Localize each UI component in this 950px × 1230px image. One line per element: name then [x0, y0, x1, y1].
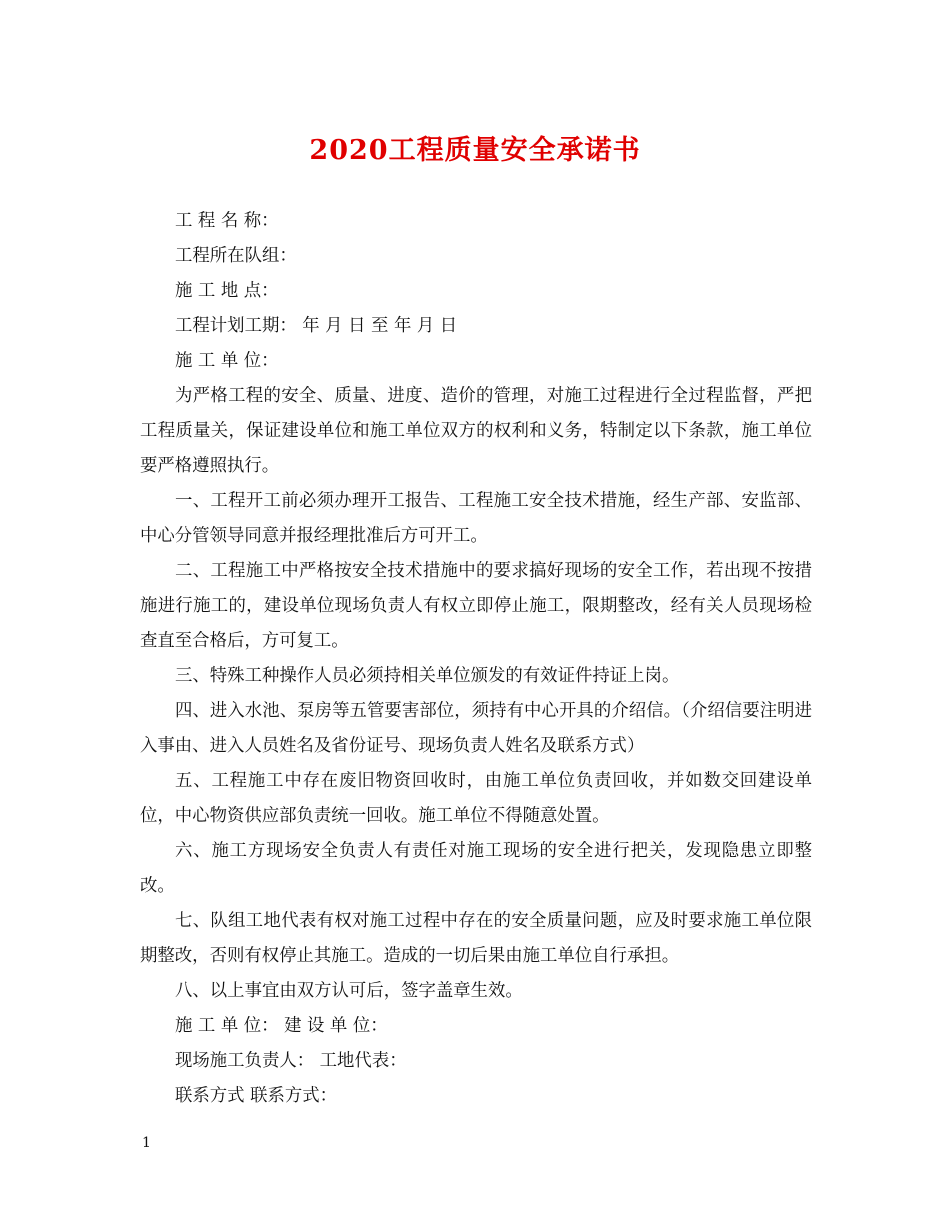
paragraph-intro: 为严格工程的安全、质量、进度、造价的管理，对施工过程进行全过程监督，严把工程质量关，保证建设单位和施工单位双方的权利和义务，特制定以下条款，施工单位要严格遵照执行。: [140, 386, 812, 476]
paragraph-clause-4: 四、进入水池、泵房等五管要害部位，须持有中心开具的介绍信。（介绍信要注明进入事由、进入人员姓名及省份证号、现场负责人姓名及联系方式）: [140, 701, 812, 756]
signature-contact: 联系方式 联系方式：: [175, 1086, 338, 1106]
paragraph-clause-8: 八、以上事宜由双方认可后，签字盖章生效。: [175, 981, 523, 1001]
document-body: [140, 204, 812, 1114]
signature-units: 施 工 单 位： 建 设 单 位：: [175, 1016, 388, 1036]
field-project-name: 工 程 名 称：: [175, 211, 279, 231]
field-team: 工程所在队组：: [175, 246, 297, 266]
field-schedule: 工程计划工期： 年 月 日 至 年 月 日: [175, 316, 458, 336]
field-contractor: 施 工 单 位：: [175, 351, 279, 371]
paragraph-clause-6: 六、施工方现场安全负责人有责任对施工现场的安全进行把关，发现隐患立即整改。: [140, 841, 812, 896]
paragraph-clause-3: 三、特殊工种操作人员必须持相关单位颁发的有效证件持证上岗。: [175, 666, 680, 686]
document-title: 2020工程质量安全承诺书: [309, 135, 641, 166]
page-number: 1: [142, 1135, 151, 1151]
paragraph-clause-7: 七、队组工地代表有权对施工过程中存在的安全质量问题，应及时要求施工单位限期整改，否则有权停止其施工。造成的一切后果由施工单位自行承担。: [140, 911, 812, 966]
field-location: 施 工 地 点：: [175, 281, 279, 301]
signature-responsible: 现场施工负责人： 工地代表：: [175, 1051, 407, 1071]
paragraph-clause-2: 二、工程施工中严格按安全技术措施中的要求搞好现场的安全工作，若出现不按措施进行施工的，建设单位现场负责人有权立即停止施工，限期整改，经有关人员现场检查直至合格后，方可复工。: [140, 561, 812, 651]
paragraph-clause-1: 一、工程开工前必须办理开工报告、工程施工安全技术措施，经生产部、安监部、中心分管领导同意并报经理批准后方可开工。: [140, 491, 812, 546]
paragraph-clause-5: 五、工程施工中存在废旧物资回收时，由施工单位负责回收，并如数交回建设单位，中心物资供应部负责统一回收。施工单位不得随意处置。: [140, 771, 812, 826]
